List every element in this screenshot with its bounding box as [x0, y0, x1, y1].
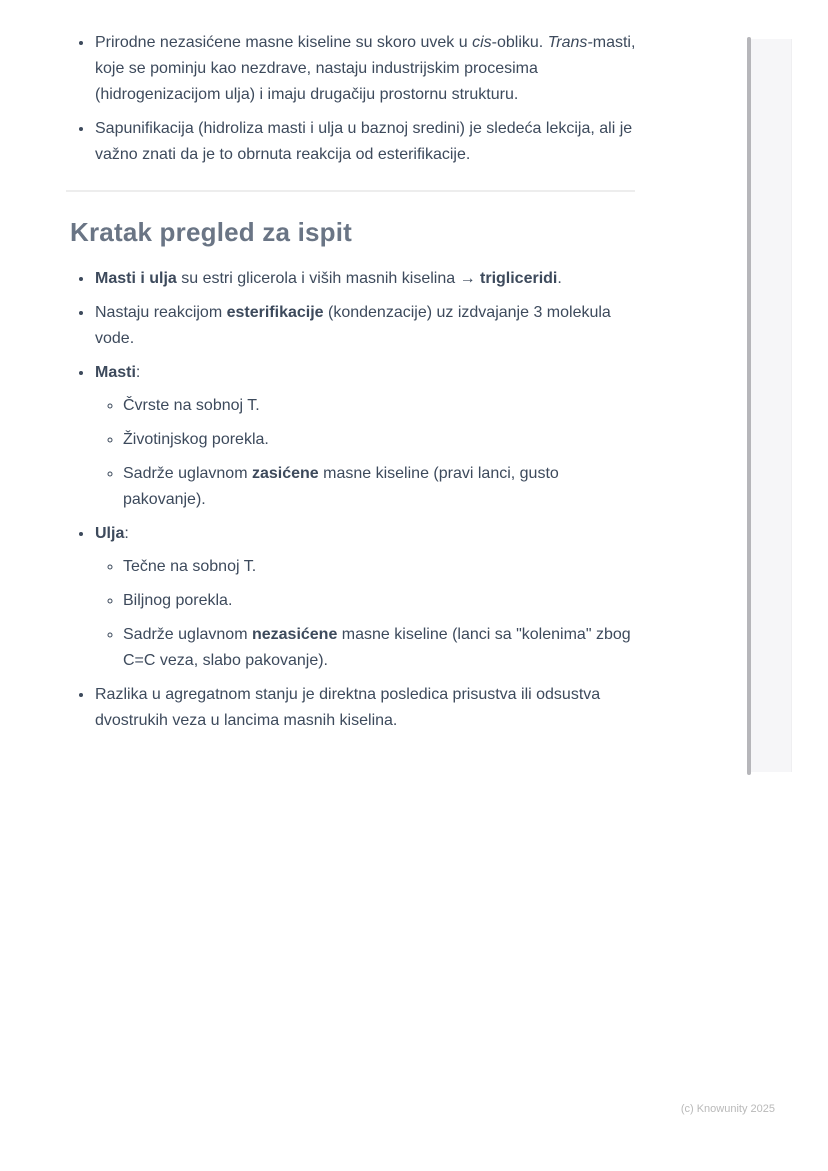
- text-segment: :: [124, 525, 129, 542]
- sub-list-item: [123, 393, 636, 419]
- text-segment: zasićene: [251, 465, 319, 482]
- list-item: [94, 521, 636, 674]
- text-segment: Trans-: [547, 34, 593, 51]
- text-segment: (kondenzacije) uz izdvajanje 3 molekula vode.: [95, 304, 611, 347]
- text-segment: Životinjskog porekla.: [123, 431, 269, 448]
- sub-list-item: [123, 461, 636, 513]
- text-segment: Ulja: [95, 525, 125, 542]
- list-item: [94, 300, 636, 352]
- sub-list-item: [123, 554, 636, 580]
- text-segment: esterifikacije: [226, 304, 324, 321]
- list-item: [94, 30, 636, 108]
- text-segment: masne kiseline (lanci sa "kolenima" zbog C=C veza, slabo pakovanje).: [123, 626, 631, 669]
- sub-list-item: [123, 622, 636, 674]
- sub-list-item: [123, 427, 636, 453]
- list-item: [94, 266, 636, 292]
- text-segment: Biljnog porekla.: [123, 592, 233, 609]
- footer-copyright: (c) Knowunity 2025: [680, 1103, 775, 1115]
- list-item: [94, 116, 636, 168]
- text-segment: Masti: [95, 364, 136, 381]
- sub-list-item: [123, 588, 636, 614]
- sub-list: [95, 554, 636, 674]
- scrollbar-thumb[interactable]: [747, 37, 751, 775]
- text-segment: trigliceridi: [480, 270, 558, 287]
- summary-list: [70, 266, 636, 734]
- text-segment: -obliku.: [491, 34, 548, 51]
- text-segment: Čvrste na sobnoj T.: [123, 397, 260, 414]
- section-divider: [66, 190, 635, 192]
- intro-list: [70, 30, 636, 168]
- sub-list: [95, 393, 636, 513]
- list-item: [94, 360, 636, 513]
- text-segment: nezasićene: [251, 626, 338, 643]
- text-segment: Razlika u agregatnom stanju je direktna posledica prisustva ili odsustva dvostrukih veza u lancima masnih kiselina.: [95, 686, 601, 729]
- section-heading: Kratak pregled za ispit: [70, 217, 353, 247]
- text-segment: masne kiseline (pravi lanci, gusto pakovanje).: [123, 465, 559, 508]
- notes-content: [70, 30, 636, 742]
- text-segment: Prirodne nezasićene masne kiseline su skoro uvek u: [95, 34, 473, 51]
- scrollbar-track[interactable]: [751, 39, 792, 772]
- text-segment: Nastaju reakcijom: [95, 304, 227, 321]
- list-item: [94, 682, 636, 734]
- text-segment: Masti i ulja: [95, 270, 177, 287]
- text-segment: masti, koje se pominju kao nezdrave, nastaju industrijskim procesima (hidrogenizacijom ulja) i imaju drugačiju prostornu strukturu.: [95, 34, 636, 103]
- text-segment: su estri glicerola i viših masnih kiselina →: [176, 270, 481, 287]
- text-segment: Sadrže uglavnom: [123, 626, 252, 643]
- text-segment: cis: [472, 34, 492, 51]
- text-segment: Tečne na sobnoj T.: [123, 558, 257, 575]
- text-segment: Sadrže uglavnom: [123, 465, 252, 482]
- text-segment: Sapunifikacija (hidroliza masti i ulja u baznoj sredini) je sledeća lekcija, ali je važno znati da je to obrnuta reakcija od esterifikacije.: [95, 120, 633, 163]
- text-segment: :: [135, 364, 141, 381]
- text-segment: .: [557, 270, 562, 287]
